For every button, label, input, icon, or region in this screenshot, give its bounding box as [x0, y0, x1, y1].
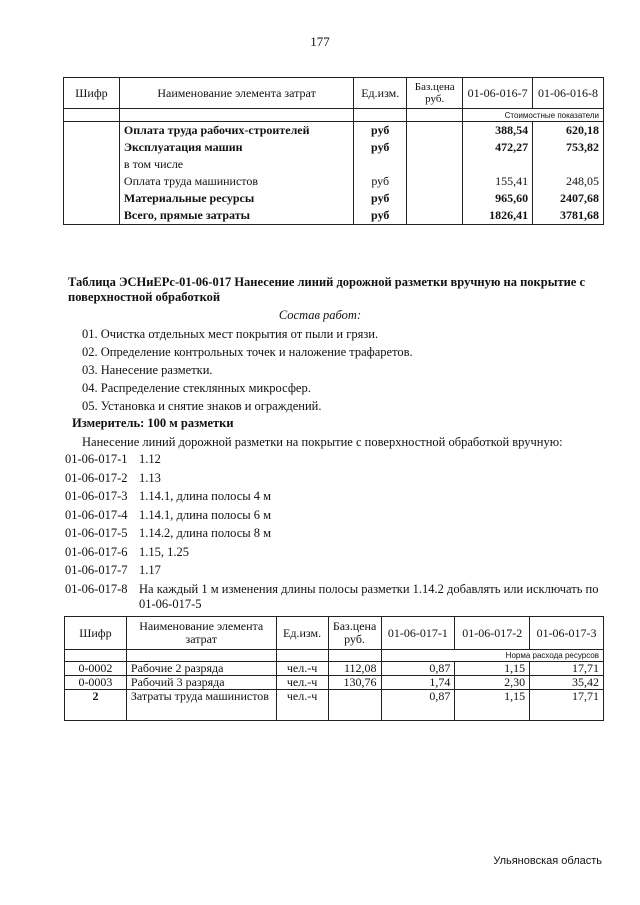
header-base-price: Баз.цена руб.: [407, 78, 463, 109]
work-item: 02. Определение контрольных точек и наложение трафаретов.: [82, 345, 413, 359]
code-item: [65, 524, 609, 543]
code-number: 01-06-017-4: [65, 507, 128, 522]
row-value-1: 1826,41: [463, 207, 533, 225]
code-item: [65, 469, 609, 488]
row-value-1: 0,87: [381, 690, 455, 721]
row-value-2: 2,30: [455, 676, 530, 690]
code-description: 1.14.2, длина полосы 8 м: [139, 526, 272, 540]
resource-norms-table: [64, 616, 604, 721]
code-number: 01-06-017-6: [65, 544, 128, 559]
code-number: 01-06-017-1: [65, 452, 128, 466]
work-item: 05. Установка и снятие знаков и ограждений.: [82, 399, 322, 413]
code-description: 1.17: [139, 563, 161, 577]
code-number: 01-06-017-3: [65, 489, 128, 503]
row-code: 0-0003: [65, 676, 127, 690]
code-item: [65, 487, 609, 506]
code-item: [65, 450, 609, 469]
header-unit: Ед.изм.: [354, 78, 407, 109]
row-value-3: 35,42: [530, 676, 604, 690]
row-value-1: 965,60: [463, 190, 533, 207]
work-item: 03. Нанесение разметки.: [82, 363, 213, 377]
code-description: 1.12: [139, 452, 161, 466]
row-unit: руб: [354, 207, 407, 225]
row-value-2: 1,15: [455, 662, 530, 676]
code-description: 1.14.1, длина полосы 4 м: [139, 489, 272, 503]
row-value-3: 17,71: [530, 662, 604, 676]
table-row: [65, 662, 604, 676]
code-description: 1.15, 1.25: [139, 544, 189, 559]
table-row: [64, 207, 604, 225]
row-name: Всего, прямые затраты: [119, 207, 353, 225]
row-name: Оплата труда машинистов: [119, 173, 353, 190]
header-col-3: 01-06-017-3: [530, 617, 604, 650]
code-description: На каждый 1 м изменения длины полосы разметки 1.14.2 добавлять или исключать по 01-06-017-5: [139, 581, 599, 611]
header-name: Наименование элемента затрат: [119, 78, 353, 109]
code-item: [65, 543, 609, 562]
row-value-1: 388,54: [463, 122, 533, 140]
row-unit: руб: [354, 190, 407, 207]
table-row: [64, 122, 604, 140]
row-name: Оплата труда рабочих-строителей: [119, 122, 353, 140]
code-number: 01-06-017-5: [65, 526, 128, 540]
page-number: 177: [310, 34, 330, 49]
row-value-1: 155,41: [463, 173, 533, 190]
table-row: [65, 676, 604, 690]
code-description: 1.13: [139, 470, 161, 485]
header-col-1: 01-06-016-7: [463, 78, 533, 109]
row-name: в том числе: [119, 156, 353, 173]
table-row: [64, 173, 604, 190]
row-value-2: 1,15: [455, 690, 530, 721]
table-row: [64, 139, 604, 156]
row-name: Эксплуатация машин: [119, 139, 353, 156]
row-price: 112,08: [328, 662, 381, 676]
table-row: [65, 690, 604, 721]
row-unit: руб: [354, 139, 407, 156]
row-value-2: 2407,68: [533, 190, 604, 207]
table-row: [64, 190, 604, 207]
row-value-2: 248,05: [533, 173, 604, 190]
header-name: Наименование элемента затрат: [126, 617, 276, 650]
row-value-1: 1,74: [381, 676, 455, 690]
row-name: Рабочие 2 разряда: [126, 662, 276, 676]
intro-text: Нанесение линий дорожной разметки на покрытие с поверхностной обработкой вручную:: [82, 435, 563, 449]
work-composition-heading: Состав работ:: [278, 308, 362, 322]
code-number: 01-06-017-2: [65, 470, 128, 485]
measure-unit: Измеритель: 100 м разметки: [72, 416, 234, 430]
row-value-2: 753,82: [533, 139, 604, 156]
row-unit: чел.-ч: [276, 690, 328, 721]
row-unit: чел.-ч: [276, 676, 328, 690]
code-list: [65, 450, 609, 612]
code-description: 1.14.1, длина полосы 6 м: [139, 507, 272, 522]
header-code: Шифр: [65, 617, 127, 650]
header-col-2: 01-06-016-8: [533, 78, 604, 109]
row-name: Материальные ресурсы: [119, 190, 353, 207]
row-unit: чел.-ч: [276, 662, 328, 676]
code-item: [65, 582, 609, 612]
table-row: [64, 156, 604, 173]
row-unit: руб: [354, 122, 407, 140]
header-col-1: 01-06-017-1: [381, 617, 455, 650]
row-unit: руб: [354, 173, 407, 190]
header-col-2: 01-06-017-2: [455, 617, 530, 650]
code-number: 01-06-017-8: [65, 581, 128, 596]
row-value-2: 620,18: [533, 122, 604, 140]
code-number: 01-06-017-7: [65, 563, 128, 577]
code-item: [65, 561, 609, 580]
work-item: 04. Распределение стеклянных микросфер.: [82, 381, 311, 395]
row-price: 130,76: [328, 676, 381, 690]
cost-subheader: Стоимостные показатели: [463, 109, 604, 122]
work-item: 01. Очистка отдельных мест покрытия от пыли и грязи.: [82, 327, 379, 341]
work-list: [82, 325, 413, 415]
header-unit: Ед.изм.: [276, 617, 328, 650]
row-value-3: 17,71: [530, 690, 604, 721]
header-code: Шифр: [64, 78, 120, 109]
row-value-1: 472,27: [463, 139, 533, 156]
header-base-price: Баз.цена руб.: [328, 617, 381, 650]
cost-indicators-table: [63, 77, 604, 225]
norm-subheader: Норма расхода ресурсов: [381, 650, 603, 662]
row-name: Рабочий 3 разряда: [126, 676, 276, 690]
footer-region: Ульяновская область: [493, 855, 602, 867]
row-value-1: 0,87: [381, 662, 455, 676]
row-value-2: 3781,68: [533, 207, 604, 225]
row-code: 0-0002: [65, 662, 127, 676]
row-code: 2: [65, 690, 127, 721]
table-title: Таблица ЭСНиЕРс-01-06-017 Нанесение линий дорожной разметки вручную на покрытие с поверхностной обработкой: [68, 275, 586, 304]
row-name: Затраты труда машинистов: [126, 690, 276, 721]
code-item: [65, 506, 609, 525]
